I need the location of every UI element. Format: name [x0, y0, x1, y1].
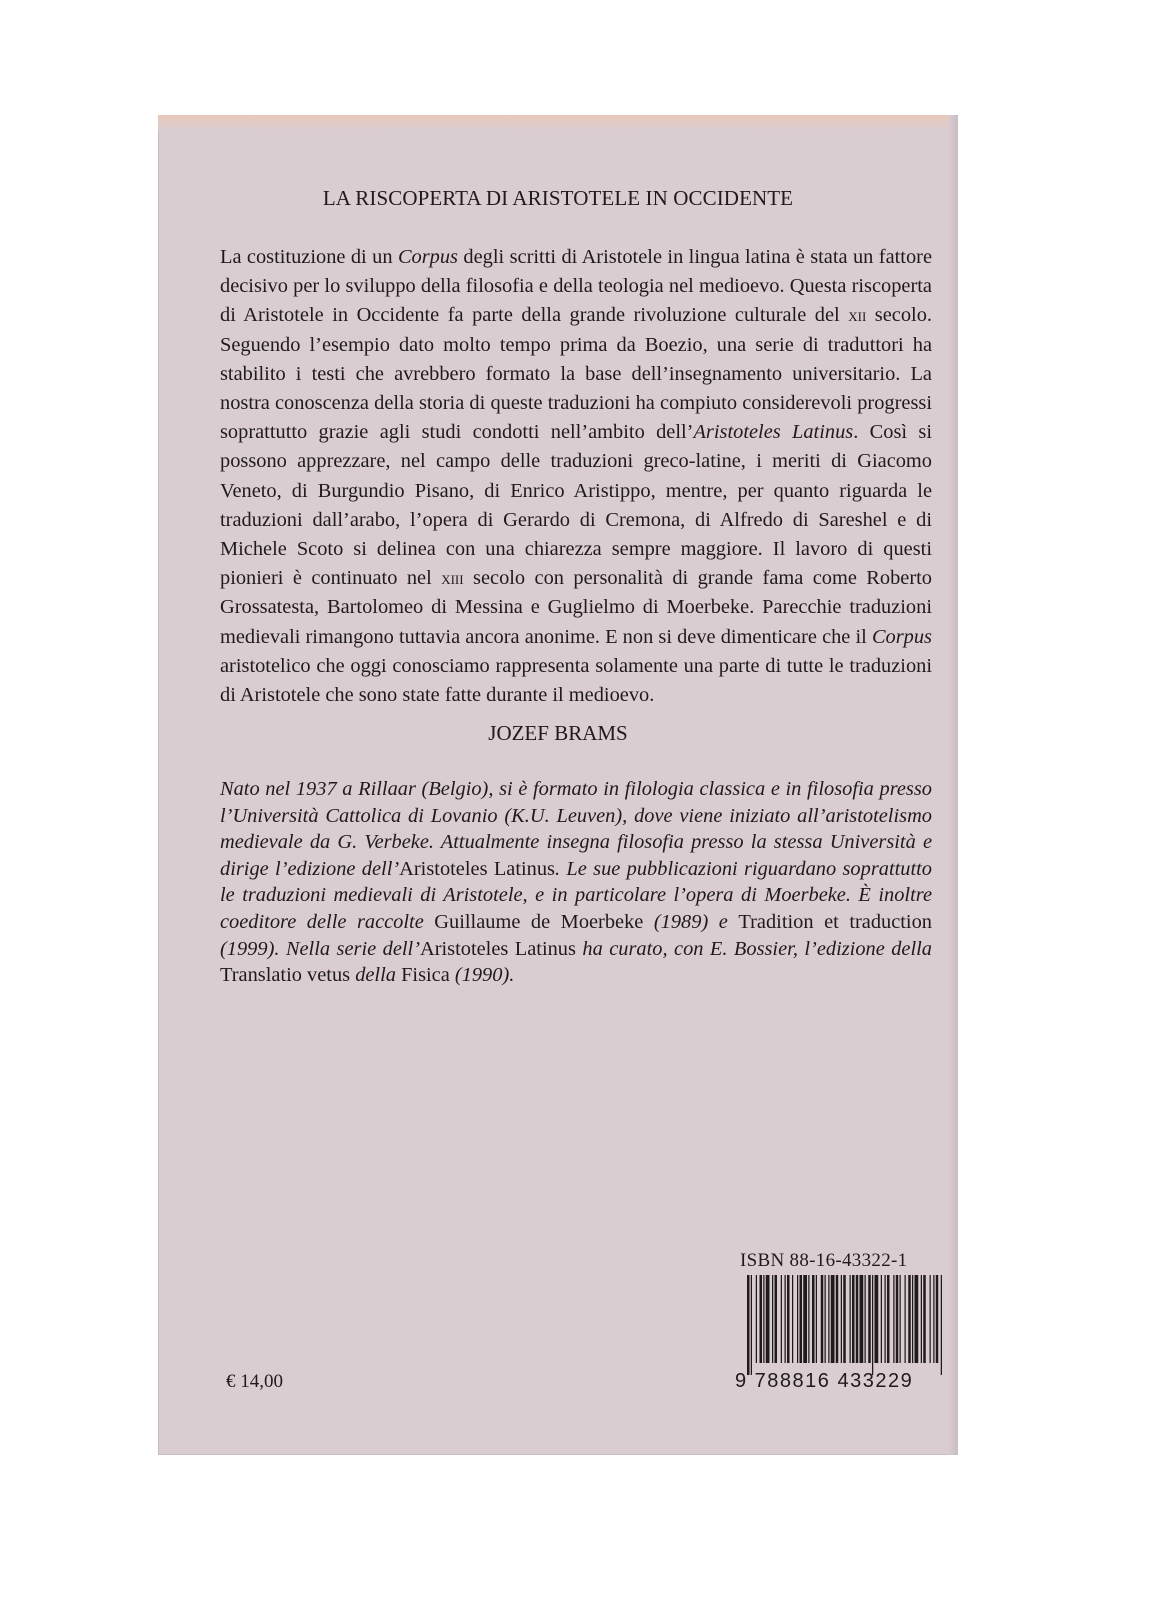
barcode-bar — [808, 1275, 809, 1363]
blurb-segment: . Così si possono apprezzare, nel campo delle traduzioni greco-latine, i meriti di Giacomo Veneto, di Burgundio Pisano, di Enrico Aristippo, mentre, per quanto riguarda le traduzioni dall’arabo, l’opera di Gerardo di Cremona, di Alfredo di Sareshel e di Michele Scoto si delinea con una chiarezza sempre maggiore. Il lavoro di questi pionieri è continuato nel — [220, 421, 932, 590]
blurb-segment: La costituzione di un — [220, 246, 398, 268]
barcode-bar — [825, 1275, 826, 1363]
barcode-bar — [868, 1275, 871, 1363]
barcode-bar — [936, 1275, 939, 1363]
cover-side-edge — [948, 115, 958, 1455]
bio-segment: ha curato, con E. Bossier, l’edizione della — [575, 937, 932, 960]
barcode-bar — [781, 1275, 782, 1363]
barcode-bar — [896, 1275, 899, 1363]
bio-segment: Aristoteles Latinus — [399, 857, 555, 880]
bio-segment: della — [350, 964, 402, 987]
barcode-bar — [856, 1275, 859, 1363]
barcode-bar — [760, 1275, 763, 1363]
barcode-bar — [900, 1275, 901, 1363]
cover-heading: LA RISCOPERTA DI ARISTOTELE IN OCCIDENTE — [322, 186, 794, 210]
cover-top-edge — [158, 115, 958, 131]
bio-segment: (1989) e — [643, 910, 739, 933]
barcode-bar — [852, 1275, 855, 1363]
barcode-bar — [908, 1275, 911, 1363]
barcode-bar — [766, 1275, 770, 1363]
barcode-bar — [751, 1275, 752, 1375]
barcode-bar — [828, 1275, 829, 1363]
barcode-bar — [893, 1275, 894, 1363]
barcode-bar — [756, 1275, 757, 1363]
barcode-bar — [775, 1275, 778, 1363]
author-name: JOZEF BRAMS — [488, 721, 628, 745]
barcode-bar — [881, 1275, 882, 1363]
bio-segment: (1990). — [449, 964, 515, 987]
bio-segment: Guillaume de Moerbeke — [434, 910, 644, 933]
barcode-bar — [836, 1275, 839, 1363]
barcode-bar — [930, 1275, 931, 1363]
bio-segment: Fisica — [401, 964, 450, 987]
barcode-bar — [792, 1275, 793, 1363]
barcode-bar — [763, 1275, 764, 1363]
price-label: € 14,00 — [226, 1371, 283, 1392]
blurb-segment: xiii — [441, 568, 464, 589]
barcode-bar — [885, 1275, 886, 1363]
bio-segment: . Le sue pubblicazioni riguardano soprattutto le traduzioni medievali di Aristotele, e in particolare l’opera di Moerbeke. È inoltre coeditore delle raccolte — [220, 857, 932, 933]
book-back-cover — [158, 115, 958, 1455]
blurb-segment: Corpus — [871, 625, 932, 648]
barcode-bar — [803, 1275, 807, 1363]
blurb-segment: degli scritti di Aristotele in lingua latina è stata un fattore decisivo per lo sviluppo della filosofia e della teologia nel medioevo. Questa riscoperta di Aristotele in Occidente fa parte della grande rivoluzione culturale del — [220, 246, 932, 327]
bio-segment: Translatio vetus — [220, 964, 351, 987]
bio-segment: Aristoteles Latinus — [419, 937, 576, 960]
author-bio-paragraph — [220, 776, 932, 989]
barcode-bars — [747, 1275, 942, 1375]
barcode-bar — [812, 1275, 815, 1363]
blurb-segment: secolo. Seguendo l’esempio dato molto tempo prima da Boezio, una serie di traduttori ha stabilito i testi che avrebbero formato la base dell’insegnamento universitario. La nostra conoscenza della storia di queste traduzioni ha compiuto considerevoli progressi soprattutto grazie agli studi condotti nell’ambito dell’ — [220, 304, 932, 444]
blurb-segment: secolo con personalità di grande fama come Roberto Grossatesta, Bartolomeo di Messina e Guglielmo di Moerbeke. Parecchie traduzioni medievali rimangono tuttavia ancora anonime. E non si deve dimenticare che il — [220, 567, 932, 648]
barcode-bar — [772, 1275, 773, 1363]
barcode-bar — [787, 1275, 790, 1363]
barcode-bar — [912, 1275, 913, 1363]
barcode-bar — [921, 1275, 922, 1363]
barcode-bar — [800, 1275, 803, 1363]
barcode-bar — [747, 1275, 750, 1375]
barcode-bar — [875, 1275, 879, 1363]
blurb-segment: xii — [848, 305, 867, 326]
barcode-bar — [860, 1275, 864, 1363]
barcode-bar — [831, 1275, 835, 1363]
barcode-bar — [915, 1275, 919, 1363]
barcode-bar — [797, 1275, 798, 1363]
barcode-bar — [821, 1275, 824, 1363]
bio-segment: (1999). Nella serie dell’ — [220, 937, 420, 960]
barcode-bar — [843, 1275, 846, 1363]
barcode-bar — [816, 1275, 817, 1363]
isbn-label: ISBN 88-16-43322-1 — [740, 1250, 908, 1271]
blurb-segment: Aristoteles Latinus — [693, 421, 854, 444]
barcode-bar — [785, 1275, 786, 1363]
barcode-bar — [905, 1275, 906, 1363]
blurb-segment: aristotelico che oggi conosciamo rappresenta solamente una parte di tutte le traduzioni di Aristotele che sono state fatte durante il medioevo. — [220, 654, 932, 707]
barcode-bar — [933, 1275, 934, 1363]
barcode-bar — [865, 1275, 866, 1363]
barcode-bar — [923, 1275, 926, 1363]
bio-segment: Nato nel 1937 a Rillaar (Belgio), si è formato in filologia classica e in filosofia presso l’Università Cattolica di Lovanio (K.U. Leuven), dove viene iniziato all’aristotelismo medievale da G. Verbeke. Attualmente insegna filosofia presso la stessa Università e dirige l’edizione dell’ — [220, 778, 932, 880]
bio-segment: Tradition et traduction — [738, 910, 932, 933]
barcode-bar — [850, 1275, 851, 1363]
barcode-bar — [872, 1275, 873, 1375]
barcode-bar — [887, 1275, 890, 1363]
barcode — [733, 1275, 948, 1393]
blurb-segment: Corpus — [397, 246, 458, 268]
barcode-bar — [941, 1275, 942, 1375]
barcode-bar — [841, 1275, 842, 1363]
blurb-paragraph — [220, 243, 932, 710]
barcode-digits: 9 788816 433229 — [735, 1370, 914, 1392]
